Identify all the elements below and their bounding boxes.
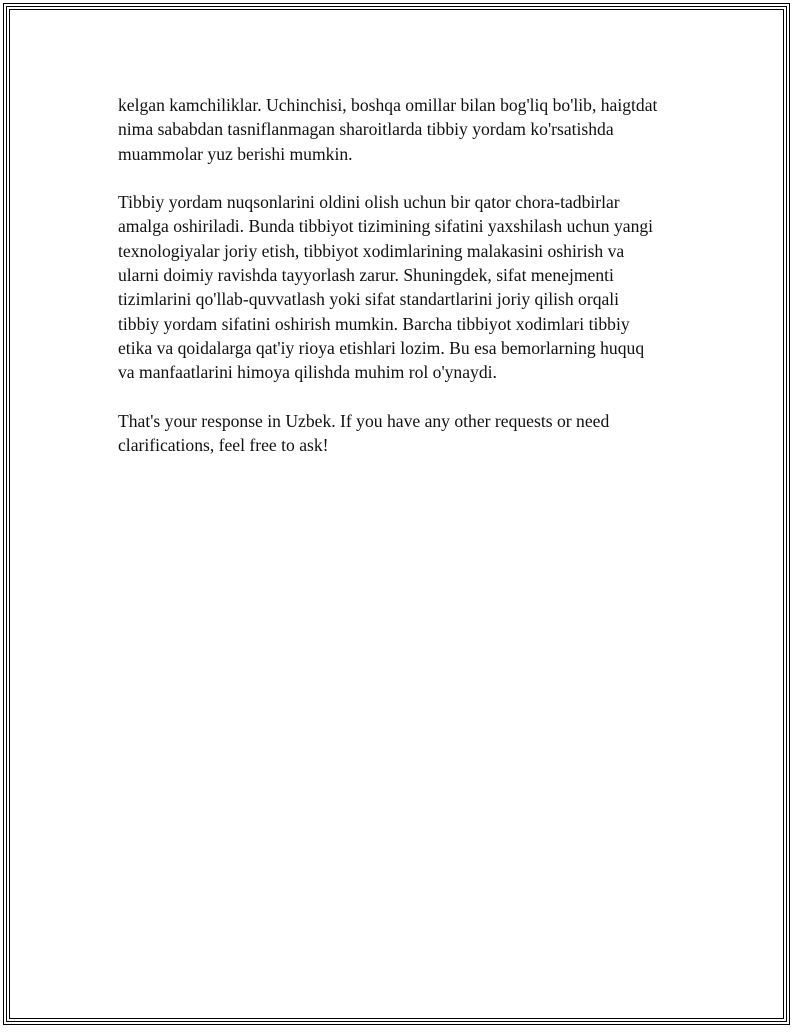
- text-line: etika va qoidalarga qat'iy rioya etishlari lozim. Bu esa bemorlarning huquq: [118, 337, 645, 358]
- text-line: va manfaatlarini himoya qilishda muhim rol o'ynaydi.: [118, 362, 497, 383]
- text-line: kelgan kamchiliklar. Uchinchisi, boshqa omillar bilan bog'liq bo'lib, haigtdat: [118, 95, 658, 115]
- text-line: That's your response in Uzbek. If you have any other requests or need: [118, 410, 610, 431]
- paragraph-2: [118, 190, 698, 384]
- text-line: amalga oshiriladi. Bunda tibbiyot tizimining sifatini yaxshilash uchun yangi: [118, 216, 654, 237]
- paragraph-3: [118, 409, 698, 458]
- document-body: [118, 93, 698, 482]
- text-line: ularni doimiy ravishda tayyorlash zarur. Shuningdek, sifat menejmenti: [118, 265, 614, 286]
- paragraph-1: [118, 93, 698, 166]
- text-line: tibbiy yordam sifatini oshirish mumkin. Barcha tibbiyot xodimlari tibbiy: [118, 313, 630, 334]
- text-line: nima sababdan tasniflanmagan sharoitlarda tibbiy yordam ko'rsatishda: [118, 119, 614, 140]
- text-line: texnologiyalar joriy etish, tibbiyot xodimlarining malakasini oshirish va: [118, 240, 625, 261]
- text-line: tizimlarini qo'llab-quvvatlash yoki sifat standartlarini joriy qilish orqali: [118, 289, 620, 310]
- text-line: Tibbiy yordam nuqsonlarini oldini olish uchun bir qator chora-tadbirlar: [118, 192, 620, 213]
- text-line: muammolar yuz berishi mumkin.: [118, 143, 353, 164]
- text-line: clarifications, feel free to ask!: [118, 435, 329, 456]
